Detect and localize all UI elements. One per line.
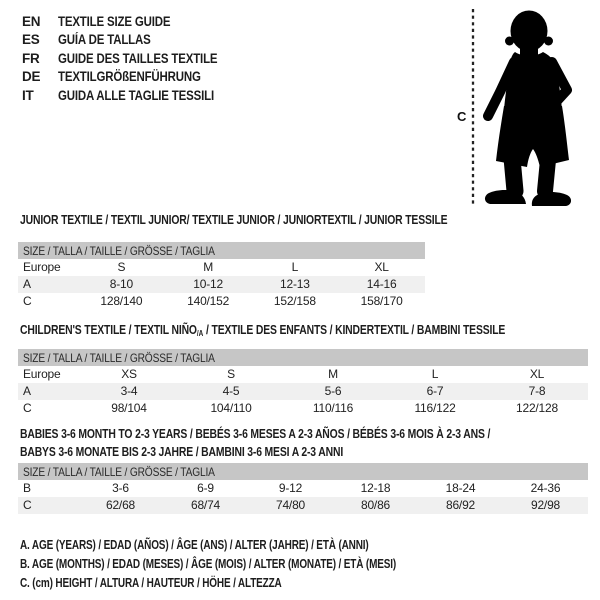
size-cell: 152/158 <box>273 294 316 308</box>
size-cell: 98/104 <box>111 401 147 415</box>
row-label: C <box>23 498 32 512</box>
language-title: GUÍA DE TALLAS <box>58 32 151 48</box>
table-row <box>18 383 588 400</box>
legend-note-a: A. AGE (YEARS) / EDAD (AÑOS) / ÂGE (ANS) / ALTER (JAHRE) / ETÀ (ANNI) <box>20 538 369 552</box>
baby-silhouette-svg <box>440 0 600 215</box>
children-section-title: CHILDREN'S TEXTILE / TEXTIL $NIÑO_{/A}$ / TEXTILE DES ENFANTS / KINDERTEXTIL / BAMBINI TESSILE <box>20 322 506 338</box>
size-cell: 8-10 <box>109 277 133 291</box>
language-code: IT <box>22 87 34 103</box>
table-row <box>18 293 425 310</box>
size-cell: 92/98 <box>530 498 561 512</box>
measure-legend <box>20 536 490 594</box>
size-cell: 104/110 <box>210 401 252 415</box>
table-row <box>18 276 425 293</box>
size-cell: 5-6 <box>324 384 342 398</box>
junior-section-title: JUNIOR TEXTILE / TEXTIL JUNIOR/ TEXTILE JUNIOR / JUNIORTEXTIL / JUNIOR TESSILE <box>20 212 448 227</box>
language-row-it <box>22 87 246 105</box>
size-header-bar: SIZE / TALLA / TAILLE / GRÖSSE / TAGLIA <box>18 463 588 480</box>
size-cell: 24-36 <box>530 481 561 495</box>
size-cell: 110/116 <box>312 401 354 415</box>
size-cell: 3-4 <box>120 384 138 398</box>
language-code: ES <box>22 32 40 48</box>
size-cell: XL <box>374 260 389 274</box>
language-title: TEXTILGRÖßENFÜHRUNG <box>58 69 201 85</box>
table-row <box>18 497 588 514</box>
row-label: A <box>23 384 31 398</box>
size-cell: 7-8 <box>528 384 546 398</box>
table-row <box>18 259 425 276</box>
size-cell: 128/140 <box>100 294 143 308</box>
size-cell: 68/74 <box>190 498 221 512</box>
size-header-bar: SIZE / TALLA / TAILLE / GRÖSSE / TAGLIA <box>18 349 588 366</box>
language-title: GUIDA ALLE TAGLIE TESSILI <box>58 87 214 103</box>
size-cell: 62/68 <box>105 498 136 512</box>
nino-a-subscript: /A <box>196 329 204 338</box>
table-row <box>18 400 588 417</box>
babies-title-line1: BABIES 3-6 MONTH TO 2-3 YEARS / BEBÉS 3-6 MESES A 2-3 AÑOS / BÉBÉS 3-6 MOIS À 2-3 ANS / <box>20 426 491 441</box>
size-cell: 3-6 <box>112 481 129 495</box>
language-row-de <box>22 68 246 86</box>
size-cell: XL <box>529 367 545 381</box>
size-cell: 74/80 <box>275 498 306 512</box>
size-cell: 9-12 <box>278 481 303 495</box>
row-label: Europe <box>23 260 61 274</box>
size-cell: M <box>203 260 214 274</box>
table-row <box>18 480 588 497</box>
babies-size-table <box>18 463 588 514</box>
table-row <box>18 366 588 383</box>
size-cell: 18-24 <box>445 481 476 495</box>
size-cell: S <box>117 260 126 274</box>
size-cell: 116/122 <box>414 401 456 415</box>
size-cell: 158/170 <box>360 294 403 308</box>
size-cell: 6-7 <box>426 384 444 398</box>
size-cell: L <box>291 260 299 274</box>
size-cell: 14-16 <box>366 277 397 291</box>
language-title-list <box>22 13 246 105</box>
legend-note-b: B. AGE (MONTHS) / EDAD (MESES) / ÂGE (MOIS) / ALTER (MONATE) / ETÀ (MESI) <box>20 557 397 572</box>
language-title: GUIDE DES TAILLES TEXTILE <box>58 50 218 66</box>
language-row-es <box>22 31 246 49</box>
size-cell: 122/128 <box>516 401 558 415</box>
row-label: A <box>23 277 31 291</box>
babies-title-line2: BABYS 3-6 MONATE BIS 2-3 JAHRE / BAMBINI 3-6 MESI A 2-3 ANNI <box>20 444 344 459</box>
language-title: TEXTILE SIZE GUIDE <box>58 14 171 29</box>
size-cell: M <box>328 367 338 381</box>
size-cell: L <box>431 367 439 381</box>
height-measure-label: C <box>457 109 467 124</box>
size-cell: 12-13 <box>280 277 310 291</box>
size-cell: 6-9 <box>197 481 214 495</box>
size-cell: 140/152 <box>187 294 230 308</box>
junior-size-table <box>18 242 425 310</box>
row-label: B <box>23 481 31 495</box>
size-cell: 10-12 <box>193 277 223 291</box>
size-cell: 86/92 <box>445 498 476 512</box>
children-size-table <box>18 349 588 417</box>
language-row-en <box>22 13 246 31</box>
size-header-bar: SIZE / TALLA / TAILLE / GRÖSSE / TAGLIA <box>18 242 425 259</box>
row-label: Europe <box>23 367 61 381</box>
babies-section-title <box>20 425 600 461</box>
size-cell: 12-18 <box>360 481 391 495</box>
row-label: C <box>23 401 32 415</box>
size-cell: 4-5 <box>222 384 240 398</box>
row-label: C <box>23 294 32 308</box>
language-code: DE <box>22 69 41 85</box>
size-cell: XS <box>121 367 137 381</box>
size-cell: 80/86 <box>360 498 391 512</box>
language-code: EN <box>22 14 41 29</box>
baby-silhouette <box>485 11 571 207</box>
baby-silhouette-figure <box>440 0 600 215</box>
size-cell: S <box>227 367 235 381</box>
language-row-fr <box>22 50 246 68</box>
language-code: FR <box>22 50 40 66</box>
legend-note-c: C. (cm) HEIGHT / ALTURA / HAUTEUR / HÖHE / ALTEZZA <box>20 576 282 591</box>
